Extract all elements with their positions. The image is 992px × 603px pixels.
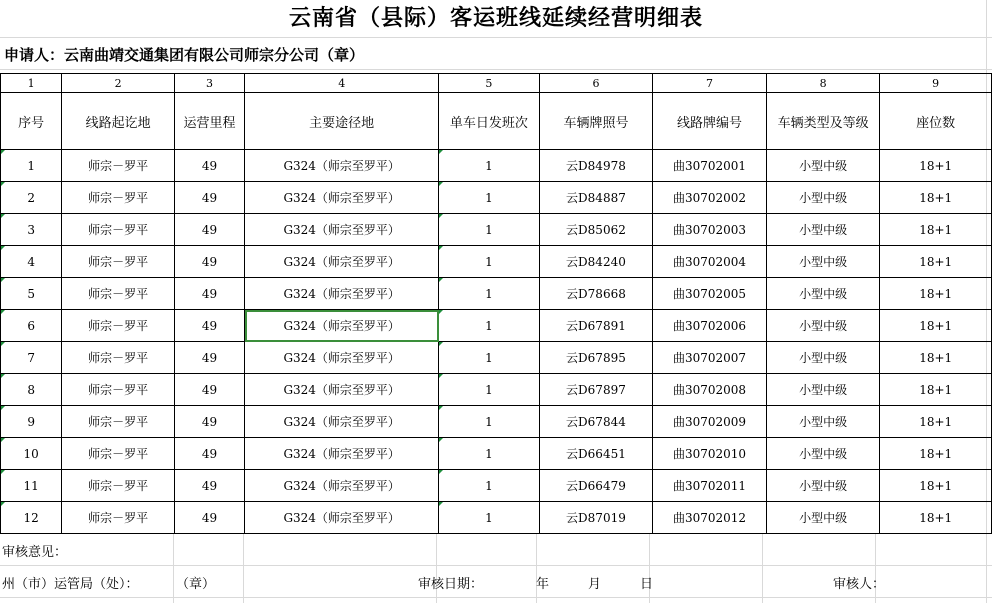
cell-daily-trips[interactable]: [439, 246, 540, 278]
cell-text: 师宗－罗平: [88, 319, 149, 333]
cell-mileage[interactable]: [174, 310, 244, 342]
cell-text: 云D85062: [566, 223, 626, 237]
cell-via[interactable]: [245, 406, 439, 438]
cell-text: 1: [485, 190, 493, 205]
cell-line-sign[interactable]: [653, 470, 767, 502]
cell-text: 49: [201, 190, 218, 205]
cell-line-sign[interactable]: [653, 278, 767, 310]
table-row: [1, 310, 992, 342]
cell-plate[interactable]: [539, 342, 653, 374]
cell-line-sign[interactable]: [653, 374, 767, 406]
cell-text: 4: [27, 254, 35, 269]
cell-text: 1: [485, 222, 493, 237]
cell-seats[interactable]: [880, 438, 992, 470]
cell-text: G324（师宗至罗平）: [283, 479, 400, 493]
cell-text: 49: [201, 478, 218, 493]
cell-text: 10: [23, 446, 39, 461]
cell-text: 49: [201, 318, 218, 333]
cell-route-endpoints[interactable]: [62, 246, 175, 278]
cell-text: 曲30702002: [672, 191, 747, 205]
cell-plate[interactable]: [539, 310, 653, 342]
comment-marker-icon: [439, 470, 443, 474]
review-date-label[interactable]: 审核日期：: [418, 577, 484, 592]
cell-seats[interactable]: [880, 214, 992, 246]
cell-text: G324（师宗至罗平）: [283, 191, 400, 205]
comment-marker-icon: [439, 246, 443, 250]
cell-text: 师宗－罗平: [88, 479, 149, 493]
table-row: [1, 502, 992, 534]
cell-plate[interactable]: [539, 182, 653, 214]
cell-seq[interactable]: [1, 438, 62, 470]
cell-text: 云D67895: [566, 351, 626, 365]
cell-plate[interactable]: [539, 470, 653, 502]
cell-line-sign[interactable]: [653, 342, 767, 374]
cell-text: 8: [27, 382, 35, 397]
table-row: [1, 214, 992, 246]
cell-text: 师宗－罗平: [88, 159, 149, 173]
cell-line-sign[interactable]: [653, 150, 767, 182]
cell-text: 18+1: [919, 414, 953, 429]
cell-route-endpoints[interactable]: [62, 214, 175, 246]
comment-marker-icon: [439, 374, 443, 378]
cell-text: 7: [27, 350, 35, 365]
header-row: [1, 93, 992, 150]
cell-daily-trips[interactable]: [439, 150, 540, 182]
cell-daily-trips[interactable]: [439, 470, 540, 502]
cell-plate[interactable]: [539, 214, 653, 246]
cell-text: 曲30702011: [672, 479, 747, 493]
cell-route-endpoints[interactable]: [62, 182, 175, 214]
seal-label[interactable]: （章）: [176, 577, 216, 592]
cell-text: 小型中级: [799, 191, 848, 205]
cell-text: 小型中级: [799, 223, 848, 237]
cell-via[interactable]: [245, 182, 439, 214]
cell-plate[interactable]: [539, 278, 653, 310]
cell-text: 18+1: [919, 222, 953, 237]
table-row: [1, 246, 992, 278]
cell-seq[interactable]: [1, 470, 62, 502]
cell-seats[interactable]: [880, 406, 992, 438]
sheet-title: 云南省（县际）客运班线延续经营明细表: [288, 5, 703, 31]
cell-text: 曲30702012: [672, 511, 747, 525]
cell-text: 1: [485, 478, 493, 493]
cell-text: 小型中级: [799, 415, 848, 429]
cell-text: 1: [485, 414, 493, 429]
cell-text: G324（师宗至罗平）: [283, 223, 400, 237]
comment-marker-icon: [1, 150, 5, 154]
cell-vehicle-type[interactable]: [766, 246, 880, 278]
cell-text: 云D87019: [566, 511, 626, 525]
cell-line-sign[interactable]: [653, 502, 767, 534]
cell-text: 1: [485, 446, 493, 461]
cell-plate[interactable]: [539, 246, 653, 278]
cell-mileage[interactable]: [174, 246, 244, 278]
cell-text: 曲30702001: [672, 159, 747, 173]
cell-mileage[interactable]: [174, 150, 244, 182]
cell-mileage[interactable]: [174, 374, 244, 406]
cell-text: 小型中级: [799, 447, 848, 461]
comment-marker-icon: [1, 502, 5, 506]
cell-text: 11: [23, 478, 39, 493]
cell-text: 49: [201, 158, 218, 173]
cell-plate[interactable]: [539, 150, 653, 182]
column-number[interactable]: 1: [1, 74, 62, 93]
cell-seq[interactable]: [1, 310, 62, 342]
column-number[interactable]: 7: [653, 74, 767, 93]
cell-route-endpoints[interactable]: [62, 502, 175, 534]
comment-marker-icon: [1, 182, 5, 186]
cell-text: G324（师宗至罗平）: [283, 511, 400, 525]
cell-text: G324（师宗至罗平）: [283, 351, 400, 365]
table-row: [1, 278, 992, 310]
cell-via[interactable]: [245, 470, 439, 502]
header-seq[interactable]: 序号: [1, 93, 62, 150]
cell-text: 49: [201, 510, 218, 525]
cell-vehicle-type[interactable]: [766, 502, 880, 534]
cell-route-endpoints[interactable]: [62, 150, 175, 182]
cell-text: 18+1: [919, 446, 953, 461]
header-mileage[interactable]: 运营里程: [174, 93, 244, 150]
cell-text: 小型中级: [799, 511, 848, 525]
cell-text: G324（师宗至罗平）: [283, 319, 400, 333]
cell-via[interactable]: [245, 342, 439, 374]
cell-seats[interactable]: [880, 470, 992, 502]
cell-route-endpoints[interactable]: [62, 438, 175, 470]
cell-text: 小型中级: [799, 351, 848, 365]
cell-mileage[interactable]: [174, 278, 244, 310]
cell-vehicle-type[interactable]: [766, 406, 880, 438]
header-seats[interactable]: 座位数: [880, 93, 992, 150]
column-number-row: [1, 74, 992, 93]
comment-marker-icon: [439, 214, 443, 218]
cell-text: 18+1: [919, 510, 953, 525]
cell-mileage[interactable]: [174, 342, 244, 374]
cell-text: 18+1: [919, 190, 953, 205]
cell-text: 师宗－罗平: [88, 191, 149, 205]
cell-seats[interactable]: [880, 182, 992, 214]
cell-plate[interactable]: [539, 438, 653, 470]
cell-mileage[interactable]: [174, 438, 244, 470]
cell-text: 曲30702005: [672, 287, 747, 301]
cell-route-endpoints[interactable]: [62, 342, 175, 374]
cell-text: 云D67891: [566, 319, 626, 333]
cell-daily-trips[interactable]: [439, 214, 540, 246]
cell-route-endpoints[interactable]: [62, 406, 175, 438]
cell-seq[interactable]: [1, 214, 62, 246]
comment-marker-icon: [439, 310, 443, 314]
cell-text: 曲30702008: [672, 383, 747, 397]
cell-text: 1: [485, 254, 493, 269]
cell-text: 1: [485, 510, 493, 525]
cell-text: G324（师宗至罗平）: [283, 415, 400, 429]
cell-text: 1: [485, 158, 493, 173]
cell-route-endpoints[interactable]: [62, 278, 175, 310]
review-info-row: [0, 565, 992, 603]
cell-daily-trips[interactable]: [439, 374, 540, 406]
table-row: [1, 470, 992, 502]
cell-text: 师宗－罗平: [88, 511, 149, 525]
cell-line-sign[interactable]: [653, 182, 767, 214]
table-row: [1, 438, 992, 470]
cell-mileage[interactable]: [174, 502, 244, 534]
cell-text: 49: [201, 254, 218, 269]
header-via[interactable]: 主要途径地: [245, 93, 439, 150]
cell-vehicle-type[interactable]: [766, 374, 880, 406]
cell-text: 3: [27, 222, 35, 237]
cell-text: 曲30702007: [672, 351, 747, 365]
cell-daily-trips[interactable]: [439, 278, 540, 310]
cell-daily-trips[interactable]: [439, 342, 540, 374]
cell-text: 9: [27, 414, 35, 429]
comment-marker-icon: [439, 406, 443, 410]
cell-text: 18+1: [919, 318, 953, 333]
cell-text: 师宗－罗平: [88, 287, 149, 301]
cell-via[interactable]: [245, 438, 439, 470]
cell-daily-trips[interactable]: [439, 438, 540, 470]
cell-vehicle-type[interactable]: [766, 470, 880, 502]
comment-marker-icon: [1, 246, 5, 250]
cell-via[interactable]: [245, 246, 439, 278]
cell-route-endpoints[interactable]: [62, 470, 175, 502]
cell-vehicle-type[interactable]: [766, 182, 880, 214]
column-number[interactable]: 5: [439, 74, 540, 93]
comment-marker-icon: [1, 342, 5, 346]
cell-text: G324（师宗至罗平）: [283, 383, 400, 397]
cell-seats[interactable]: [880, 502, 992, 534]
cell-vehicle-type[interactable]: [766, 150, 880, 182]
cell-vehicle-type[interactable]: [766, 438, 880, 470]
cell-text: G324（师宗至罗平）: [283, 287, 400, 301]
cell-via[interactable]: [245, 278, 439, 310]
header-line-sign[interactable]: 线路牌编号: [653, 93, 767, 150]
cell-vehicle-type[interactable]: [766, 342, 880, 374]
comment-marker-icon: [439, 278, 443, 282]
comment-marker-icon: [1, 438, 5, 442]
cell-text: 曲30702009: [672, 415, 747, 429]
cell-text: 云D66479: [566, 479, 626, 493]
cell-text: 18+1: [919, 286, 953, 301]
cell-via[interactable]: [245, 150, 439, 182]
month-label[interactable]: 月: [588, 577, 602, 592]
cell-seq[interactable]: [1, 406, 62, 438]
cell-vehicle-type[interactable]: [766, 310, 880, 342]
comment-marker-icon: [439, 438, 443, 442]
cell-seats[interactable]: [880, 342, 992, 374]
cell-text: 曲30702003: [672, 223, 747, 237]
cell-mileage[interactable]: [174, 406, 244, 438]
cell-via[interactable]: [245, 214, 439, 246]
reviewer-label[interactable]: 审核人：: [833, 577, 886, 592]
cell-text: 云D84240: [566, 255, 626, 269]
cell-seats[interactable]: [880, 374, 992, 406]
cell-text: 云D78668: [566, 287, 626, 301]
header-daily-trips[interactable]: 单车日发班次: [439, 93, 540, 150]
comment-marker-icon: [439, 182, 443, 186]
cell-plate[interactable]: [539, 406, 653, 438]
cell-text: 师宗－罗平: [88, 415, 149, 429]
bureau-label[interactable]: 州（市）运管局（处）：: [2, 577, 139, 592]
cell-text: 曲30702004: [672, 255, 747, 269]
cell-vehicle-type[interactable]: [766, 214, 880, 246]
comment-marker-icon: [1, 374, 5, 378]
cell-seq[interactable]: [1, 342, 62, 374]
cell-mileage[interactable]: [174, 214, 244, 246]
column-number[interactable]: 2: [62, 74, 175, 93]
cell-text: 曲30702006: [672, 319, 747, 333]
cell-seq[interactable]: [1, 278, 62, 310]
cell-seats[interactable]: [880, 150, 992, 182]
cell-text: 小型中级: [799, 319, 848, 333]
cell-plate[interactable]: [539, 374, 653, 406]
cell-text: 小型中级: [799, 287, 848, 301]
cell-text: 小型中级: [799, 383, 848, 397]
cell-daily-trips[interactable]: [439, 310, 540, 342]
column-number[interactable]: 6: [539, 74, 653, 93]
cell-vehicle-type[interactable]: [766, 278, 880, 310]
cell-daily-trips[interactable]: [439, 502, 540, 534]
cell-line-sign[interactable]: [653, 438, 767, 470]
cell-text: 云D67844: [566, 415, 626, 429]
cell-text: G324（师宗至罗平）: [283, 447, 400, 461]
column-number[interactable]: 4: [245, 74, 439, 93]
cell-line-sign[interactable]: [653, 406, 767, 438]
comment-marker-icon: [1, 278, 5, 282]
cell-text: 49: [201, 414, 218, 429]
cell-text: 1: [485, 350, 493, 365]
header-plate[interactable]: 车辆牌照号: [539, 93, 653, 150]
cell-via[interactable]: [245, 374, 439, 406]
cell-text: 小型中级: [799, 479, 848, 493]
cell-plate[interactable]: [539, 502, 653, 534]
review-opinion-label[interactable]: 审核意见：: [2, 545, 68, 560]
cell-seq[interactable]: [1, 246, 62, 278]
table-row: [1, 406, 992, 438]
cell-text: 49: [201, 350, 218, 365]
header-vehicle-type[interactable]: 车辆类型及等级: [766, 93, 880, 150]
cell-seq[interactable]: [1, 374, 62, 406]
header-route-endpoints[interactable]: 线路起讫地: [62, 93, 175, 150]
column-number[interactable]: 9: [880, 74, 992, 93]
table-row: [1, 150, 992, 182]
cell-text: 小型中级: [799, 159, 848, 173]
cell-daily-trips[interactable]: [439, 182, 540, 214]
column-number[interactable]: 3: [174, 74, 244, 93]
applicant-label: 申请人：云南曲靖交通集团有限公司师宗分公司（章）: [4, 46, 365, 64]
cell-text: 师宗－罗平: [88, 447, 149, 461]
cell-mileage[interactable]: [174, 182, 244, 214]
cell-text: 云D66451: [566, 447, 626, 461]
cell-text: 曲30702010: [672, 447, 747, 461]
cell-text: 12: [23, 510, 39, 525]
cell-line-sign[interactable]: [653, 214, 767, 246]
cell-text: 师宗－罗平: [88, 223, 149, 237]
comment-marker-icon: [439, 150, 443, 154]
table-row: [1, 342, 992, 374]
cell-text: 云D84978: [566, 159, 626, 173]
cell-text: 49: [201, 222, 218, 237]
cell-via[interactable]: [245, 502, 439, 534]
cell-text: 49: [201, 382, 218, 397]
comment-marker-icon: [1, 310, 5, 314]
review-opinion-row: [0, 533, 992, 565]
cell-text: 小型中级: [799, 255, 848, 269]
cell-text: 师宗－罗平: [88, 383, 149, 397]
cell-text: G324（师宗至罗平）: [283, 159, 400, 173]
cell-via[interactable]: [245, 310, 439, 342]
cell-text: 6: [27, 318, 35, 333]
cell-text: 18+1: [919, 478, 953, 493]
day-label[interactable]: 日: [640, 577, 654, 592]
cell-line-sign[interactable]: [653, 246, 767, 278]
cell-text: 1: [485, 318, 493, 333]
cell-seats[interactable]: [880, 310, 992, 342]
table-row: [1, 182, 992, 214]
cell-daily-trips[interactable]: [439, 406, 540, 438]
cell-text: 师宗－罗平: [88, 351, 149, 365]
cell-seq[interactable]: [1, 182, 62, 214]
cell-text: 师宗－罗平: [88, 255, 149, 269]
comment-marker-icon: [1, 214, 5, 218]
operation-detail-table: [0, 73, 992, 534]
column-number[interactable]: 8: [766, 74, 880, 93]
cell-text: 49: [201, 446, 218, 461]
cell-seats[interactable]: [880, 246, 992, 278]
cell-text: 1: [27, 158, 35, 173]
cell-route-endpoints[interactable]: [62, 374, 175, 406]
cell-text: G324（师宗至罗平）: [283, 255, 400, 269]
cell-route-endpoints[interactable]: [62, 310, 175, 342]
comment-marker-icon: [439, 502, 443, 506]
cell-text: 49: [201, 286, 218, 301]
cell-text: 18+1: [919, 158, 953, 173]
comment-marker-icon: [1, 470, 5, 474]
cell-mileage[interactable]: [174, 470, 244, 502]
cell-text: 云D84887: [566, 191, 626, 205]
cell-text: 18+1: [919, 350, 953, 365]
cell-seq[interactable]: [1, 150, 62, 182]
cell-text: 1: [485, 286, 493, 301]
comment-marker-icon: [1, 406, 5, 410]
cell-text: 5: [27, 286, 35, 301]
cell-text: 2: [27, 190, 35, 205]
cell-line-sign[interactable]: [653, 310, 767, 342]
cell-text: 云D67897: [566, 383, 626, 397]
year-label[interactable]: 年: [536, 577, 550, 592]
cell-seats[interactable]: [880, 278, 992, 310]
cell-seq[interactable]: [1, 502, 62, 534]
cell-text: 18+1: [919, 254, 953, 269]
cell-text: 18+1: [919, 382, 953, 397]
comment-marker-icon: [439, 342, 443, 346]
cell-text: 1: [485, 382, 493, 397]
table-row: [1, 374, 992, 406]
